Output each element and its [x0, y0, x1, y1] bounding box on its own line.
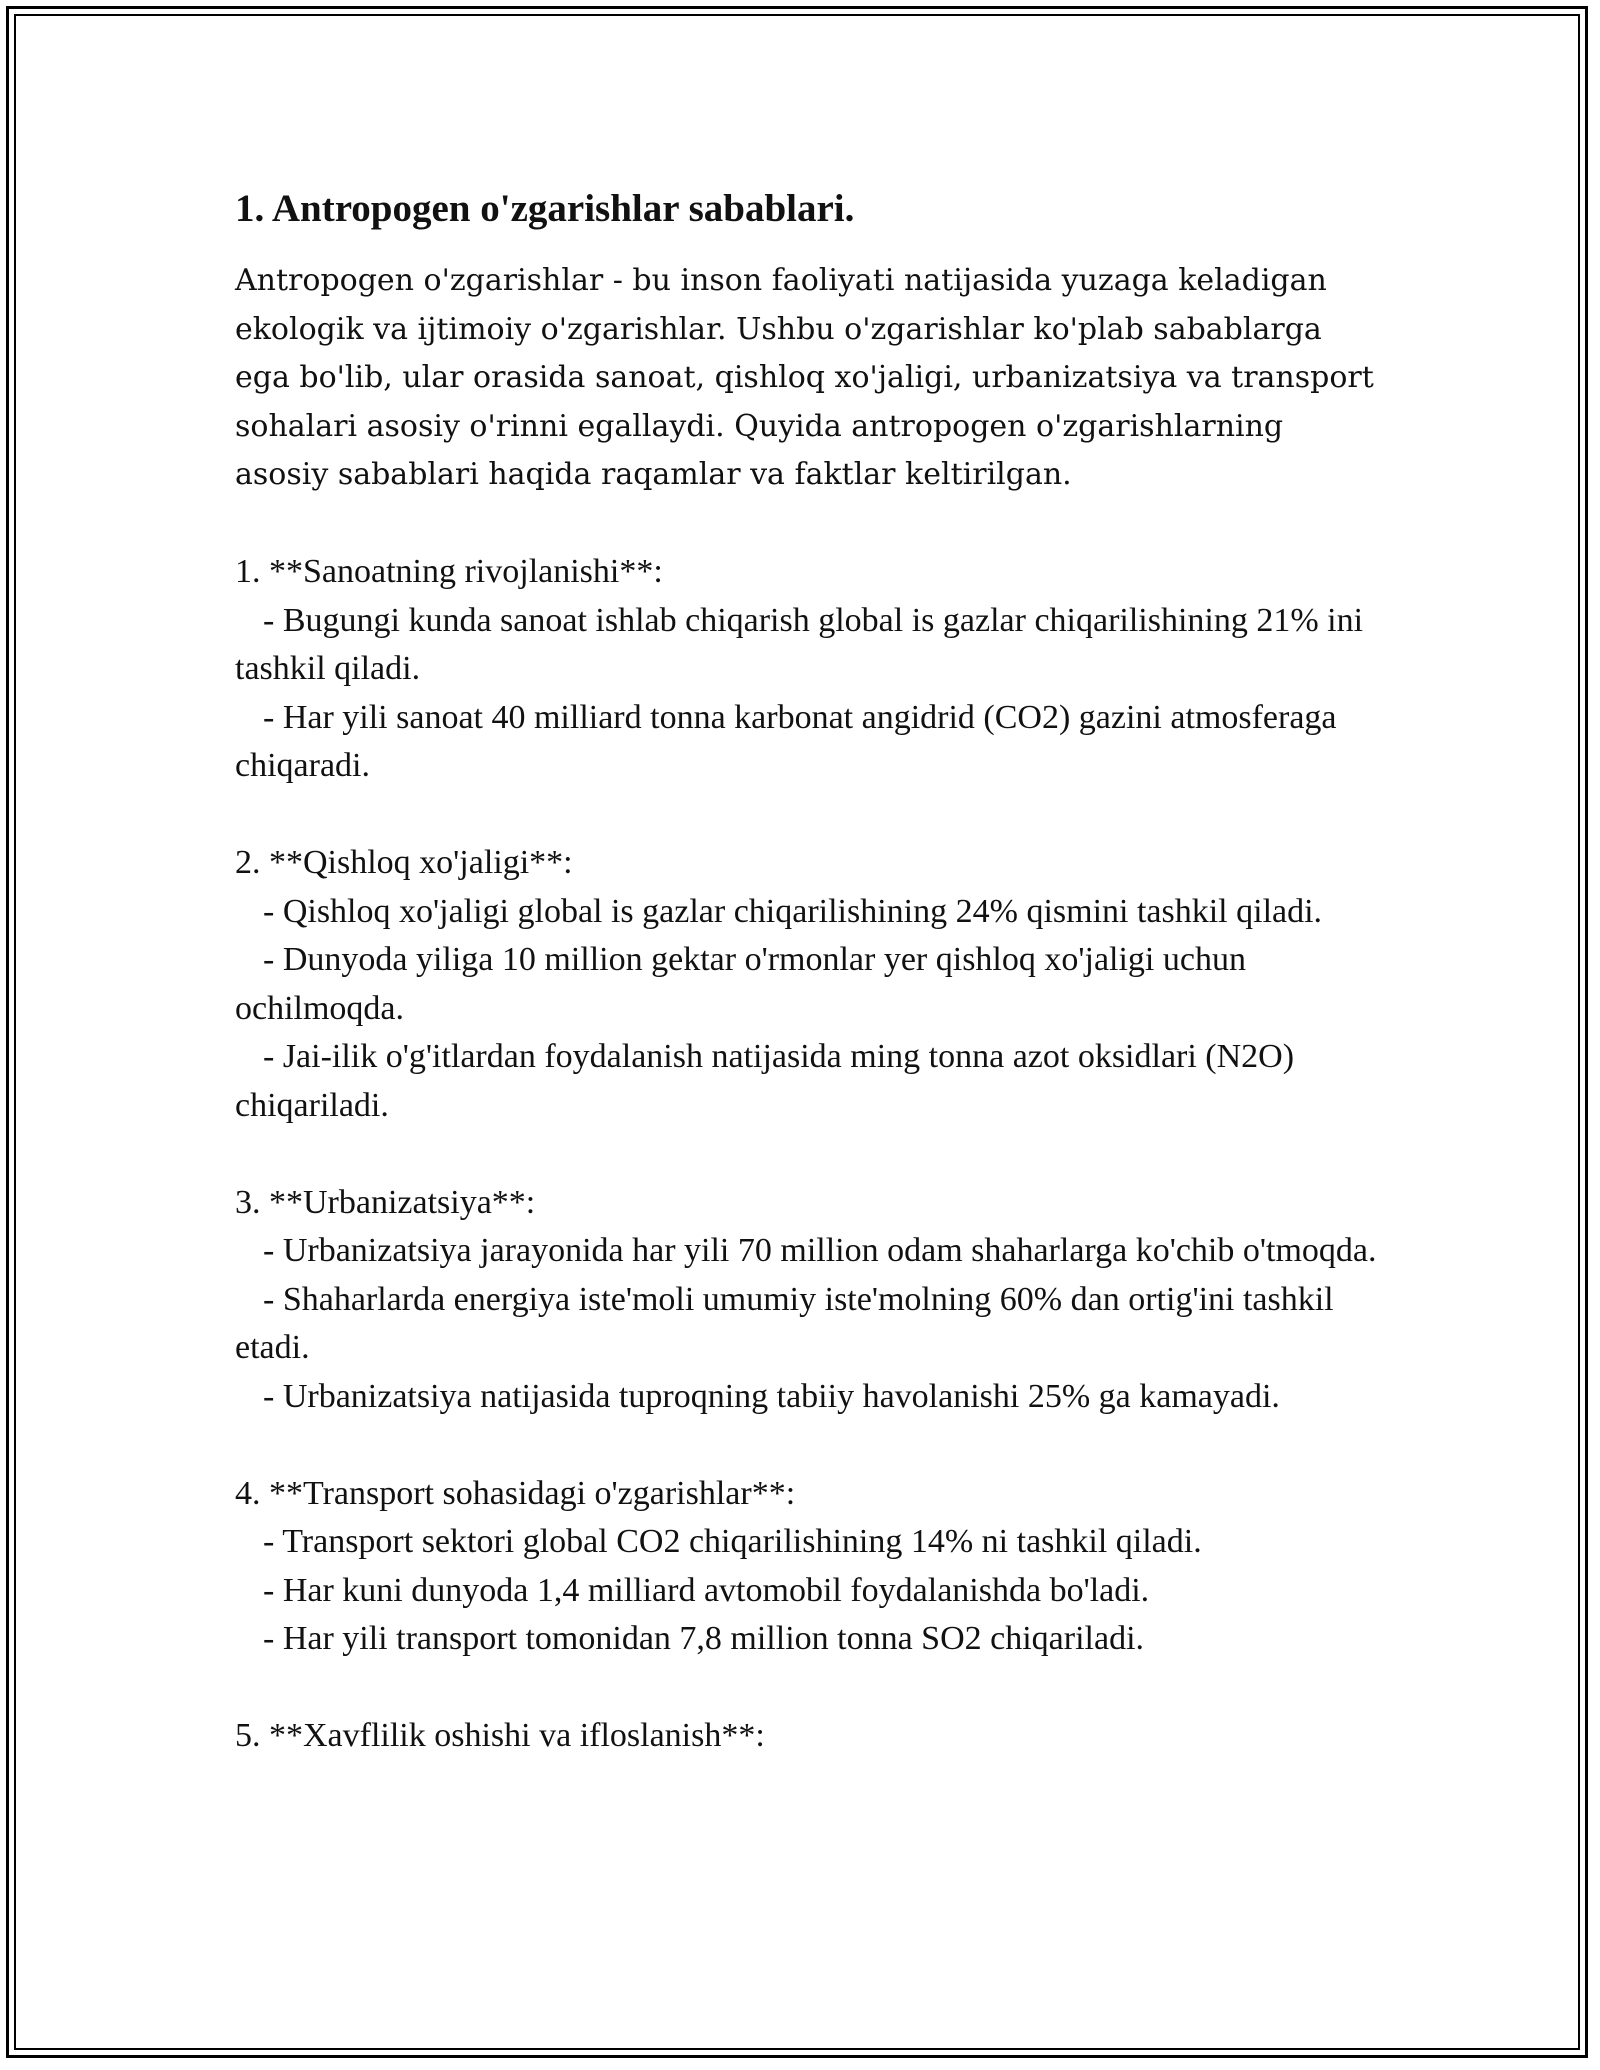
bullet-text: - Shaharlarda energiya iste'moli umumiy iste'molning 60% dan ortig'ini tashkil etadi.: [235, 1280, 1343, 1366]
bullet-item: [235, 1518, 1385, 1567]
document-heading: 1. Antropogen o'zgarishlar sabablari.: [235, 187, 855, 230]
bullet-item: [235, 1567, 1385, 1616]
section-title: 2. **Qishloq xo'jaligi**:: [235, 844, 573, 881]
spacer: [235, 1421, 1385, 1470]
intro-paragraph: Antropogen o'zgarishlar - bu inson faoliyati natijasida yuzaga keladigan ekologik va ijtimoiy o'zgarishlar. Ushbu o'zgarishlar ko'plab sabablarga ega bo'lib, ular orasida sanoat, qishloq xo'jaligi, urbanizatsiya va transport sohalari asosiy o'rinni egallaydi. Quyida antropogen o'zgarishlarning asosiy sabablari haqida raqamlar va faktlar keltirilgan.: [235, 263, 1374, 492]
bullet-item: [235, 597, 1385, 694]
bullet-item: [235, 1373, 1385, 1422]
bullet-text: - Har kuni dunyoda 1,4 milliard avtomobil foydalanishda bo'ladi.: [263, 1571, 1150, 1609]
section-urbanization: [235, 1179, 1385, 1422]
bullet-item: [235, 1276, 1385, 1373]
bullet-text: - Bugungi kunda sanoat ishlab chiqarish global is gazlar chiqarilishining 21% ini tashkil qiladi.: [235, 601, 1372, 687]
bullet-text: - Qishloq xo'jaligi global is gazlar chiqarilishining 24% qismini tashkil qiladi.: [263, 892, 1323, 930]
section-title: 3. **Urbanizatsiya**:: [235, 1183, 536, 1221]
section-title: 4. **Transport sohasidagi o'zgarishlar**:: [235, 1474, 796, 1512]
section-title: 1. **Sanoatning rivojlanishi**:: [235, 553, 663, 590]
bullet-item: [235, 694, 1385, 791]
spacer: [235, 791, 1385, 840]
bullet-text: - Har yili sanoat 40 milliard tonna karbonat angidrid (CO2) gazini atmosferaga chiqaradi.: [235, 698, 1346, 784]
section-agriculture: [235, 839, 1385, 1130]
bullet-text: - Har yili transport tomonidan 7,8 million tonna SO2 chiqariladi.: [263, 1620, 1145, 1657]
section-hazard-pollution: [235, 1712, 1385, 1761]
section-transport: [235, 1470, 1385, 1664]
bullet-text: - Urbanizatsiya natijasida tuproqning tabiiy havolanishi 25% ga kamayadi.: [263, 1377, 1280, 1415]
spacer: [235, 1664, 1385, 1713]
bullet-text: - Dunyoda yiliga 10 million gektar o'rmonlar yer qishloq xo'jaligi uchun ochilmoqda.: [235, 941, 1255, 1027]
document-body: [235, 185, 1385, 1761]
bullet-item: [235, 1033, 1385, 1130]
bullet-item: [235, 1615, 1385, 1664]
section-industry: [235, 548, 1385, 791]
bullet-item: [235, 1227, 1385, 1276]
bullet-text: - Jai-ilik o'g'itlardan foydalanish natijasida ming tonna azot oksidlari (N2O) chiqariladi.: [235, 1038, 1303, 1124]
bullet-item: [235, 888, 1385, 937]
spacer: [235, 1130, 1385, 1179]
spacer: [235, 500, 1385, 549]
bullet-text: - Urbanizatsiya jarayonida har yili 70 million odam shaharlarga ko'chib o'tmoqda.: [263, 1232, 1377, 1269]
bullet-item: [235, 936, 1385, 1033]
section-title: 5. **Xavflilik oshishi va ifloslanish**:: [235, 1717, 765, 1754]
bullet-text: - Transport sektori global CO2 chiqarilishining 14% ni tashkil qiladi.: [263, 1523, 1202, 1560]
